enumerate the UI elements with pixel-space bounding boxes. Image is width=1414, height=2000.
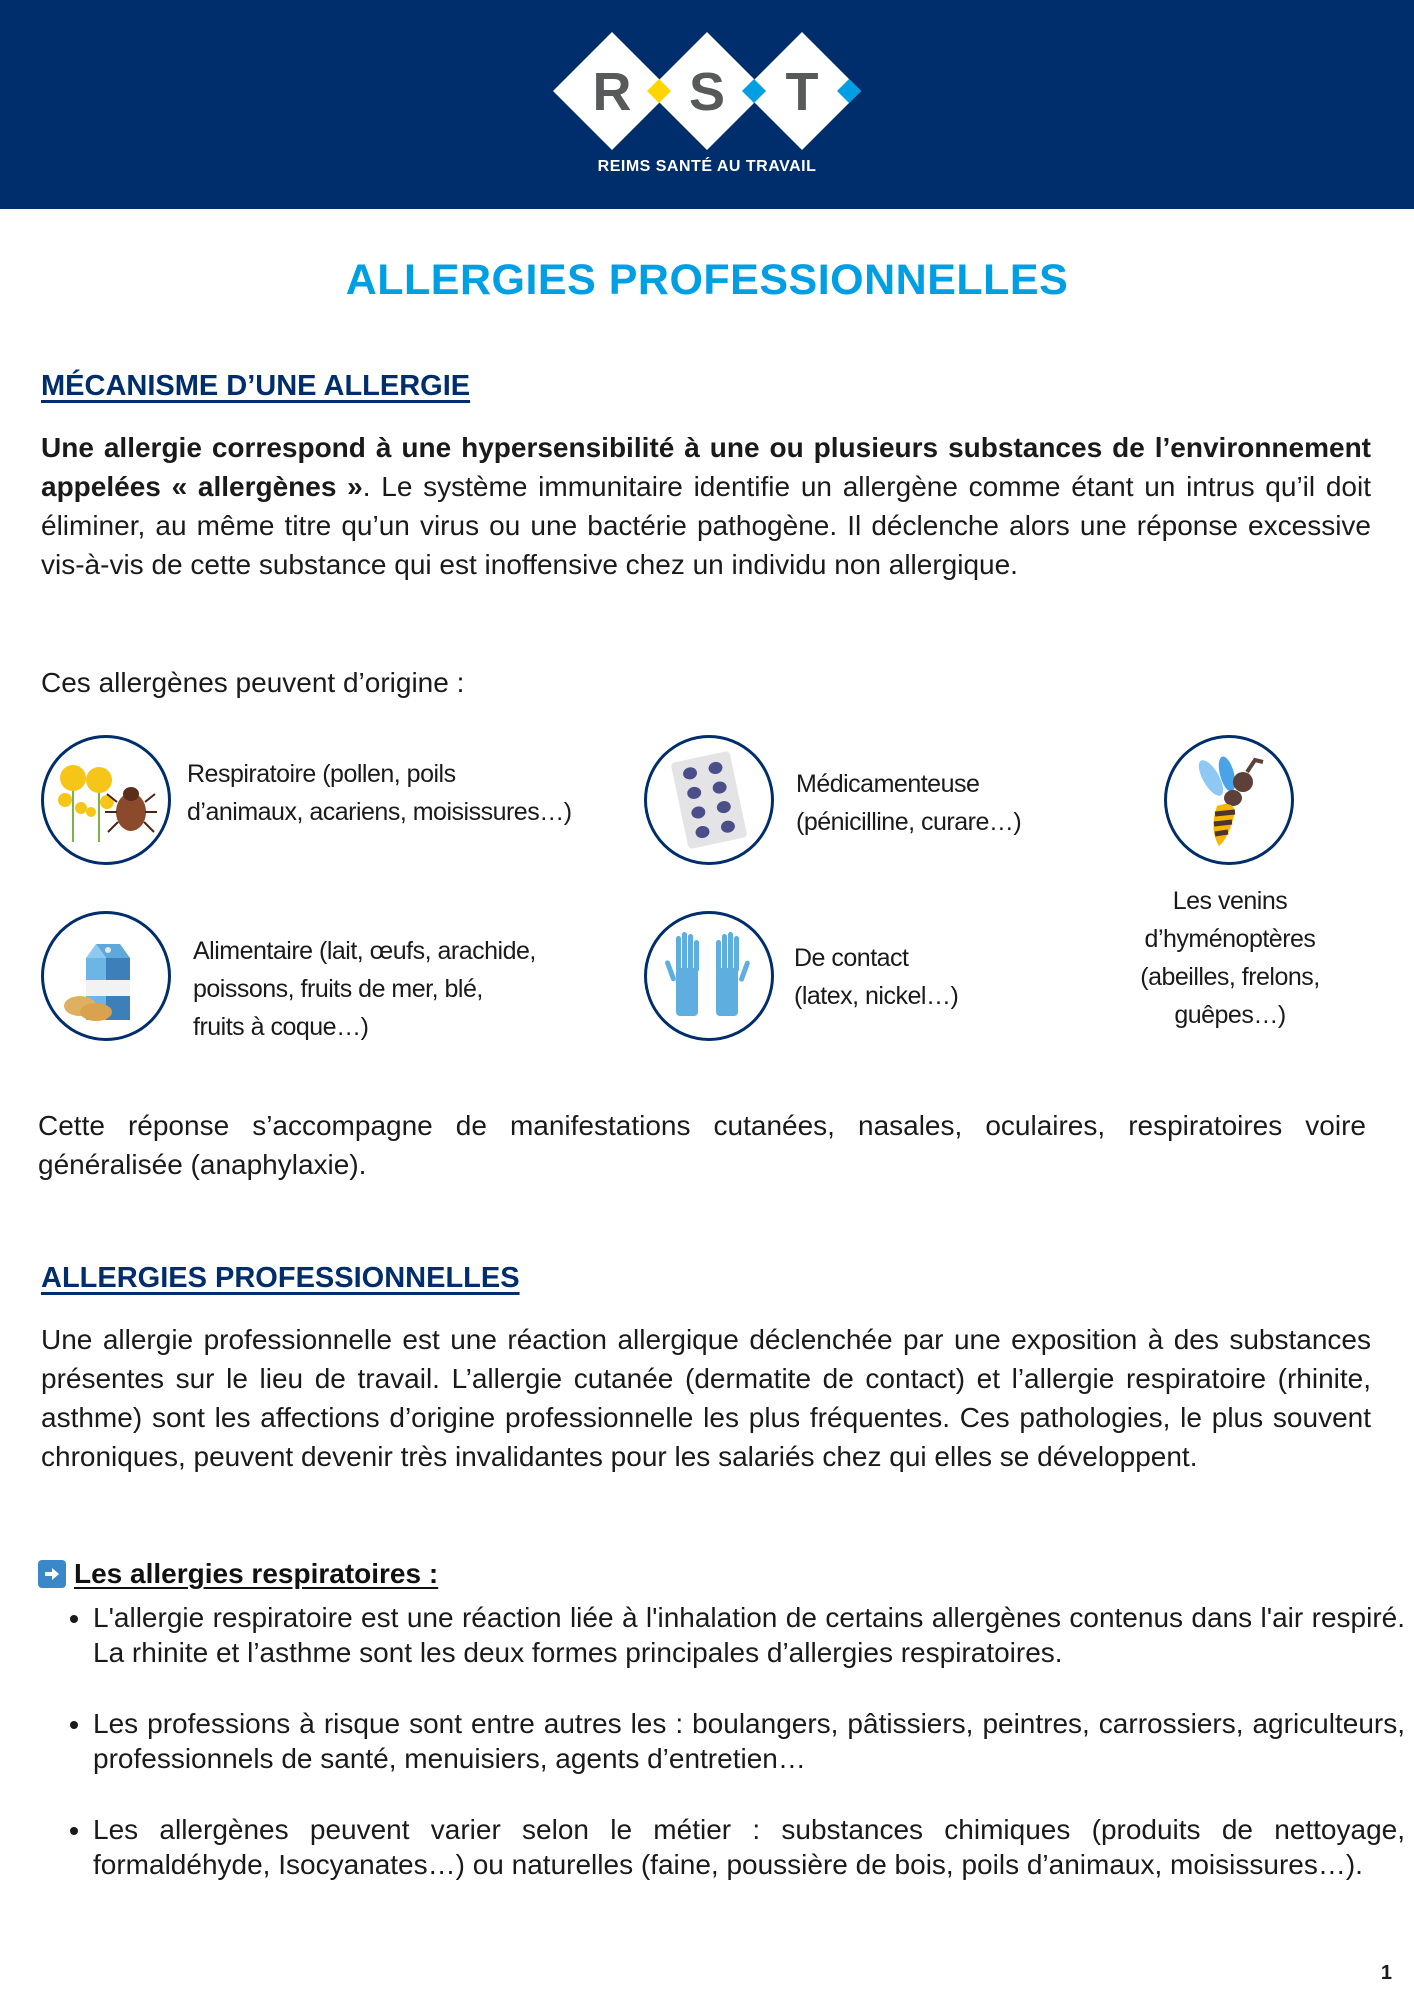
list-item: • Les allergènes peuvent varier selon le métier : substances chimiques (produits de nettoyage, formaldéhyde, Isocyanates…) ou naturelles (faine, poussière de bois, poils d’animaux, moisissures…). xyxy=(93,1812,1405,1882)
label-line: (latex, nickel…) xyxy=(794,982,959,1010)
label-line: Médicamenteuse xyxy=(796,770,980,798)
pollen-tick-icon xyxy=(51,750,161,850)
manifestations-paragraph: Cette réponse s’accompagne de manifestations cutanées, nasales, oculaires, respiratoires voire généralisée (anaphylaxie). xyxy=(38,1110,1366,1180)
page-number: 1 xyxy=(1380,1962,1392,1984)
rst-logo xyxy=(553,32,861,150)
pill-blister-icon xyxy=(669,750,749,850)
label-line: poissons, fruits de mer, blé, xyxy=(193,975,483,1003)
milk-peanut-icon xyxy=(56,926,156,1026)
intro-text: . Le système immunitaire identifie un allergène comme étant un intrus qu’il doit éliminer, au même titre qu’un virus ou une bactérie pathogène. Il déclenche alors une réponse excessive vis-à-vis de cette substance qui est inoffensive chez un individu non allergique. xyxy=(41,471,1372,580)
wasp-icon xyxy=(1189,750,1269,850)
label-line: Les venins xyxy=(1172,887,1288,915)
page-title: ALLERGIES PROFESSIONNELLES xyxy=(345,256,1069,304)
logo-letter-r: R xyxy=(592,62,632,122)
label-line: guêpes…) xyxy=(1174,1001,1286,1029)
origin-circle-medication xyxy=(644,735,774,865)
label-line: (pénicilline, curare…) xyxy=(796,808,1022,836)
origins-lead: Ces allergènes peuvent d’origine : xyxy=(41,667,465,698)
label-line: d’animaux, acariens, moisissures…) xyxy=(187,798,572,826)
respiratory-bullet-list xyxy=(60,1600,1405,1918)
origin-circle-food xyxy=(41,911,171,1041)
origin-circle-respiratory xyxy=(41,735,171,865)
logo-subtitle: REIMS SANTÉ AU TRAVAIL xyxy=(597,158,817,175)
origin-circle-contact xyxy=(644,911,774,1041)
label-line: Respiratoire (pollen, poils xyxy=(187,760,456,788)
logo-letter-s: S xyxy=(688,62,726,122)
section-heading-mechanism: MÉCANISME D’UNE ALLERGIE xyxy=(41,370,471,402)
origin-label-contact xyxy=(794,939,958,1015)
origin-label-respiratory xyxy=(187,755,572,831)
intro-paragraph xyxy=(41,428,1371,584)
gloves-icon xyxy=(664,926,754,1026)
label-line: d’hyménoptères xyxy=(1144,925,1316,953)
list-item: • Les professions à risque sont entre autres les : boulangers, pâtissiers, peintres, carrossiers, agriculteurs, professionnels de santé, menuisiers, agents d’entretien… xyxy=(93,1706,1405,1776)
arrow-right-icon xyxy=(38,1560,66,1588)
origin-circle-venom xyxy=(1164,735,1294,865)
section-heading-professional: ALLERGIES PROFESSIONNELLES xyxy=(41,1262,520,1294)
list-item: • L'allergie respiratoire est une réaction liée à l'inhalation de certains allergènes contenus dans l'air respiré. La rhinite et l’asthme sont les deux formes principales d’allergies respiratoires. xyxy=(93,1600,1405,1670)
header-band xyxy=(0,0,1414,209)
origin-label-food xyxy=(193,932,536,1046)
origin-label-medication xyxy=(796,765,1021,841)
label-line: De contact xyxy=(794,944,909,972)
label-line: Alimentaire (lait, œufs, arachide, xyxy=(193,937,536,965)
logo-letter-t: T xyxy=(785,62,819,122)
label-line: fruits à coque…) xyxy=(193,1013,369,1041)
label-line: (abeilles, frelons, xyxy=(1140,963,1320,991)
intro-bold-text: Une allergie correspond à une hypersensibilité à une ou plusieurs substances de l’environnement appelées « allergènes » xyxy=(41,432,1371,502)
origin-label-venom xyxy=(1110,882,1350,1034)
subheading-respiratory xyxy=(38,1558,438,1590)
subheading-text: Les allergies respiratoires : xyxy=(74,1558,439,1589)
professional-paragraph: Une allergie professionnelle est une réaction allergique déclenchée par une exposition à des substances présentes sur le lieu de travail. L’allergie cutanée (dermatite de contact) et l’allergie respiratoire (rhinite, asthme) sont les affections d’origine professionnelle les plus fréquentes. Ces pathologies, le plus souvent chroniques, peuvent devenir très invalidantes pour les salariés chez qui elles se développent. xyxy=(41,1324,1371,1472)
